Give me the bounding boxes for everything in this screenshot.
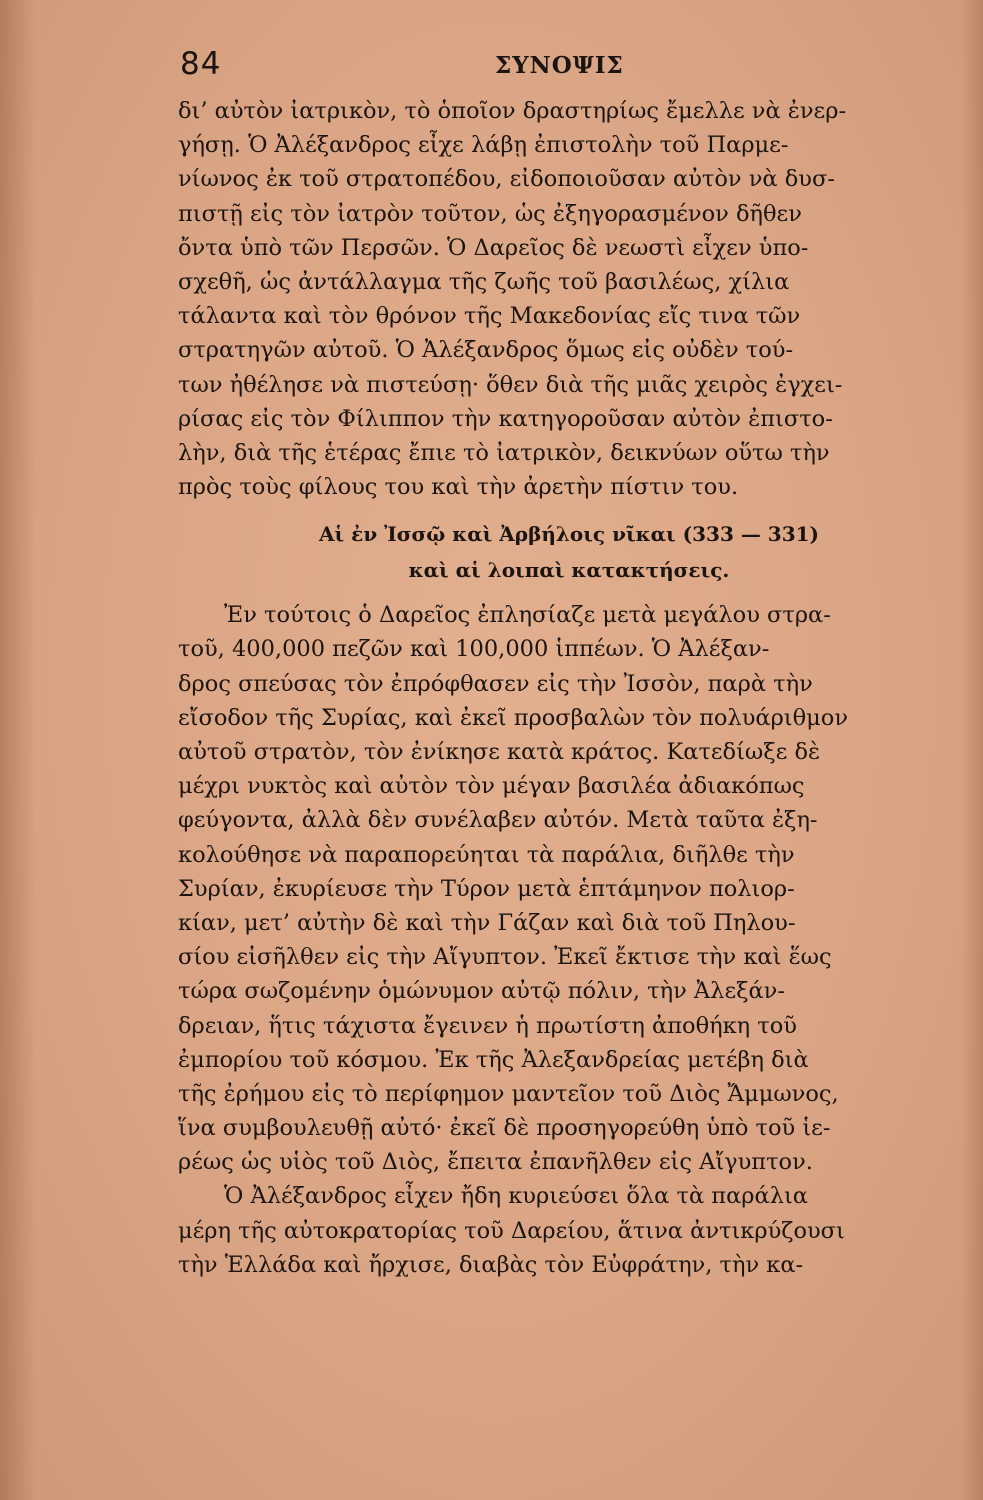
text-line: φεύγοντα, ἀλλὰ δὲν συνέλαβεν αὐτόν. Μετὰ ταῦτα ἐξη- — [178, 807, 818, 834]
text-line: στρατηγῶν αὐτοῦ. Ὁ Ἀλέξανδρος ὅμως εἰς οὐδὲν τού- — [178, 337, 794, 364]
paragraph-2 — [178, 598, 960, 1179]
text-line: των ἠθέλησε νὰ πιστεύσῃ· ὅθεν διὰ τῆς μιᾶς χειρὸς ἐγχει- — [178, 371, 843, 398]
text-line: ρίσας εἰς τὸν Φίλιππον τὴν κατηγοροῦσαν αὐτὸν ἐπιστο- — [178, 405, 833, 432]
text-line: μέχρι νυκτὸς καὶ αὐτὸν τὸν μέγαν βασιλέα ἀδιακόπως — [178, 773, 805, 800]
page-edge — [961, 0, 983, 1500]
text-line: ἐμπορίου τοῦ κόσμου. Ἐκ τῆς Ἀλεξανδρείας μετέβη διὰ — [178, 1046, 809, 1073]
text-line: Ἐν τούτοις ὁ Δαρεῖος ἐπλησίαζε μετὰ μεγάλου στρα- — [224, 602, 831, 629]
section-heading: Αἱ ἐν Ἰσσῷ καὶ Ἀρβήλοις νῖκαι (333 — 331) — [319, 522, 819, 547]
text-line: τὴν Ἑλλάδα καὶ ἤρχισε, διαβὰς τὸν Εὐφράτην, τὴν κα- — [178, 1251, 804, 1278]
text-line: εἴσοδον τῆς Συρίας, καὶ ἐκεῖ προσβαλὼν τὸν πολυάριθμον — [178, 704, 849, 731]
text-line: σχεθῆ, ὡς ἀντάλλαγμα τῆς ζωῆς τοῦ βασιλέως, χίλια — [178, 268, 790, 295]
text-line: αὐτοῦ στρατὸν, τὸν ἐνίκησε κατὰ κράτος. Κατεδίωξε δὲ — [178, 739, 821, 765]
text-line: γήσῃ. Ὁ Ἀλέξανδρος εἶχε λάβῃ ἐπιστολὴν τοῦ Παρμε- — [178, 132, 789, 159]
text-line: μέρη τῆς αὐτοκρατορίας τοῦ Δαρείου, ἅτινα ἀντικρύζουσι — [178, 1217, 845, 1244]
text-line: κολούθησε νὰ παραπορεύηται τὰ παράλια, διῆλθε τὴν — [178, 841, 795, 868]
text-line: πρὸς τοὺς φίλους του καὶ τὴν ἀρετὴν πίστιν του. — [178, 474, 739, 501]
gutter-shadow — [0, 0, 36, 1500]
text-line: δρειαν, ἥτις τάχιστα ἔγεινεν ἡ πρωτίστη ἀποθήκη τοῦ — [178, 1012, 797, 1039]
text-line: δρος σπεύσας τὸν ἐπρόφθασεν εἰς τὴν Ἰσσὸν, παρὰ τὴν — [178, 670, 813, 697]
paragraph-1 — [178, 94, 960, 504]
text-line: ρέως ὡς υἱὸς τοῦ Διὸς, ἔπειτα ἐπανῆλθεν εἰς Αἴγυπτον. — [178, 1149, 813, 1176]
text-line: ὄντα ὑπὸ τῶν Περσῶν. Ὁ Δαρεῖος δὲ νεωστὶ εἶχεν ὑπο- — [178, 234, 809, 261]
page-header — [180, 46, 960, 86]
text-line: τώρα σωζομένην ὁμώνυμον αὐτῷ πόλιν, τὴν Ἀλεξάν- — [178, 978, 785, 1005]
text-line: τάλαντα καὶ τὸν θρόνον τῆς Μακεδονίας εἴς τινα τῶν — [178, 303, 801, 330]
text-line: κίαν, μετ’ αὐτὴν δὲ καὶ τὴν Γάζαν καὶ διὰ τοῦ Πηλου- — [178, 909, 796, 936]
text-line: τῆς ἐρήμου εἰς τὸ περίφημον μαντεῖον τοῦ Διὸς Ἄμμωνος, — [178, 1080, 839, 1107]
section-subheading: καὶ αἱ λοιπαὶ κατακτήσεις. — [408, 558, 730, 583]
paragraph-3 — [178, 1179, 960, 1282]
running-title: ΣΥΝΟΨΙΣ — [495, 52, 624, 79]
body-text — [178, 94, 960, 1282]
text-line: Συρίαν, ἐκυρίευσε τὴν Τύρον μετὰ ἑπτάμηνον πολιορ- — [178, 875, 795, 902]
text-line: τοῦ, 400,000 πεζῶν καὶ 100,000 ἱππέων. Ὁ Ἀλέξαν- — [178, 636, 770, 663]
page-number: 84 — [180, 46, 222, 82]
text-line: ἵνα συμβουλευθῇ αὐτό· ἐκεῖ δὲ προσηγορεύθη ὑπὸ τοῦ ἱε- — [178, 1115, 831, 1142]
text-line: λὴν, διὰ τῆς ἑτέρας ἔπιε τὸ ἰατρικὸν, δεικνύων οὕτω τὴν — [178, 439, 830, 466]
text-line: πιστῇ εἰς τὸν ἰατρὸν τοῦτον, ὡς ἐξηγορασμένον δῆθεν — [178, 200, 802, 227]
text-line: σίου εἰσῆλθεν εἰς τὴν Αἴγυπτον. Ἐκεῖ ἔκτισε τὴν καὶ ἕως — [178, 944, 832, 971]
text-line: δι’ αὐτὸν ἰατρικὸν, τὸ ὁποῖον δραστηρίως ἔμελλε νὰ ἐνερ- — [178, 98, 847, 124]
text-line: νίωνος ἐκ τοῦ στρατοπέδου, εἰδοποιοῦσαν αὐτὸν νὰ δυσ- — [178, 166, 835, 193]
text-line: Ὁ Ἀλέξανδρος εἶχεν ἤδη κυριεύσει ὅλα τὰ παράλια — [224, 1183, 808, 1210]
